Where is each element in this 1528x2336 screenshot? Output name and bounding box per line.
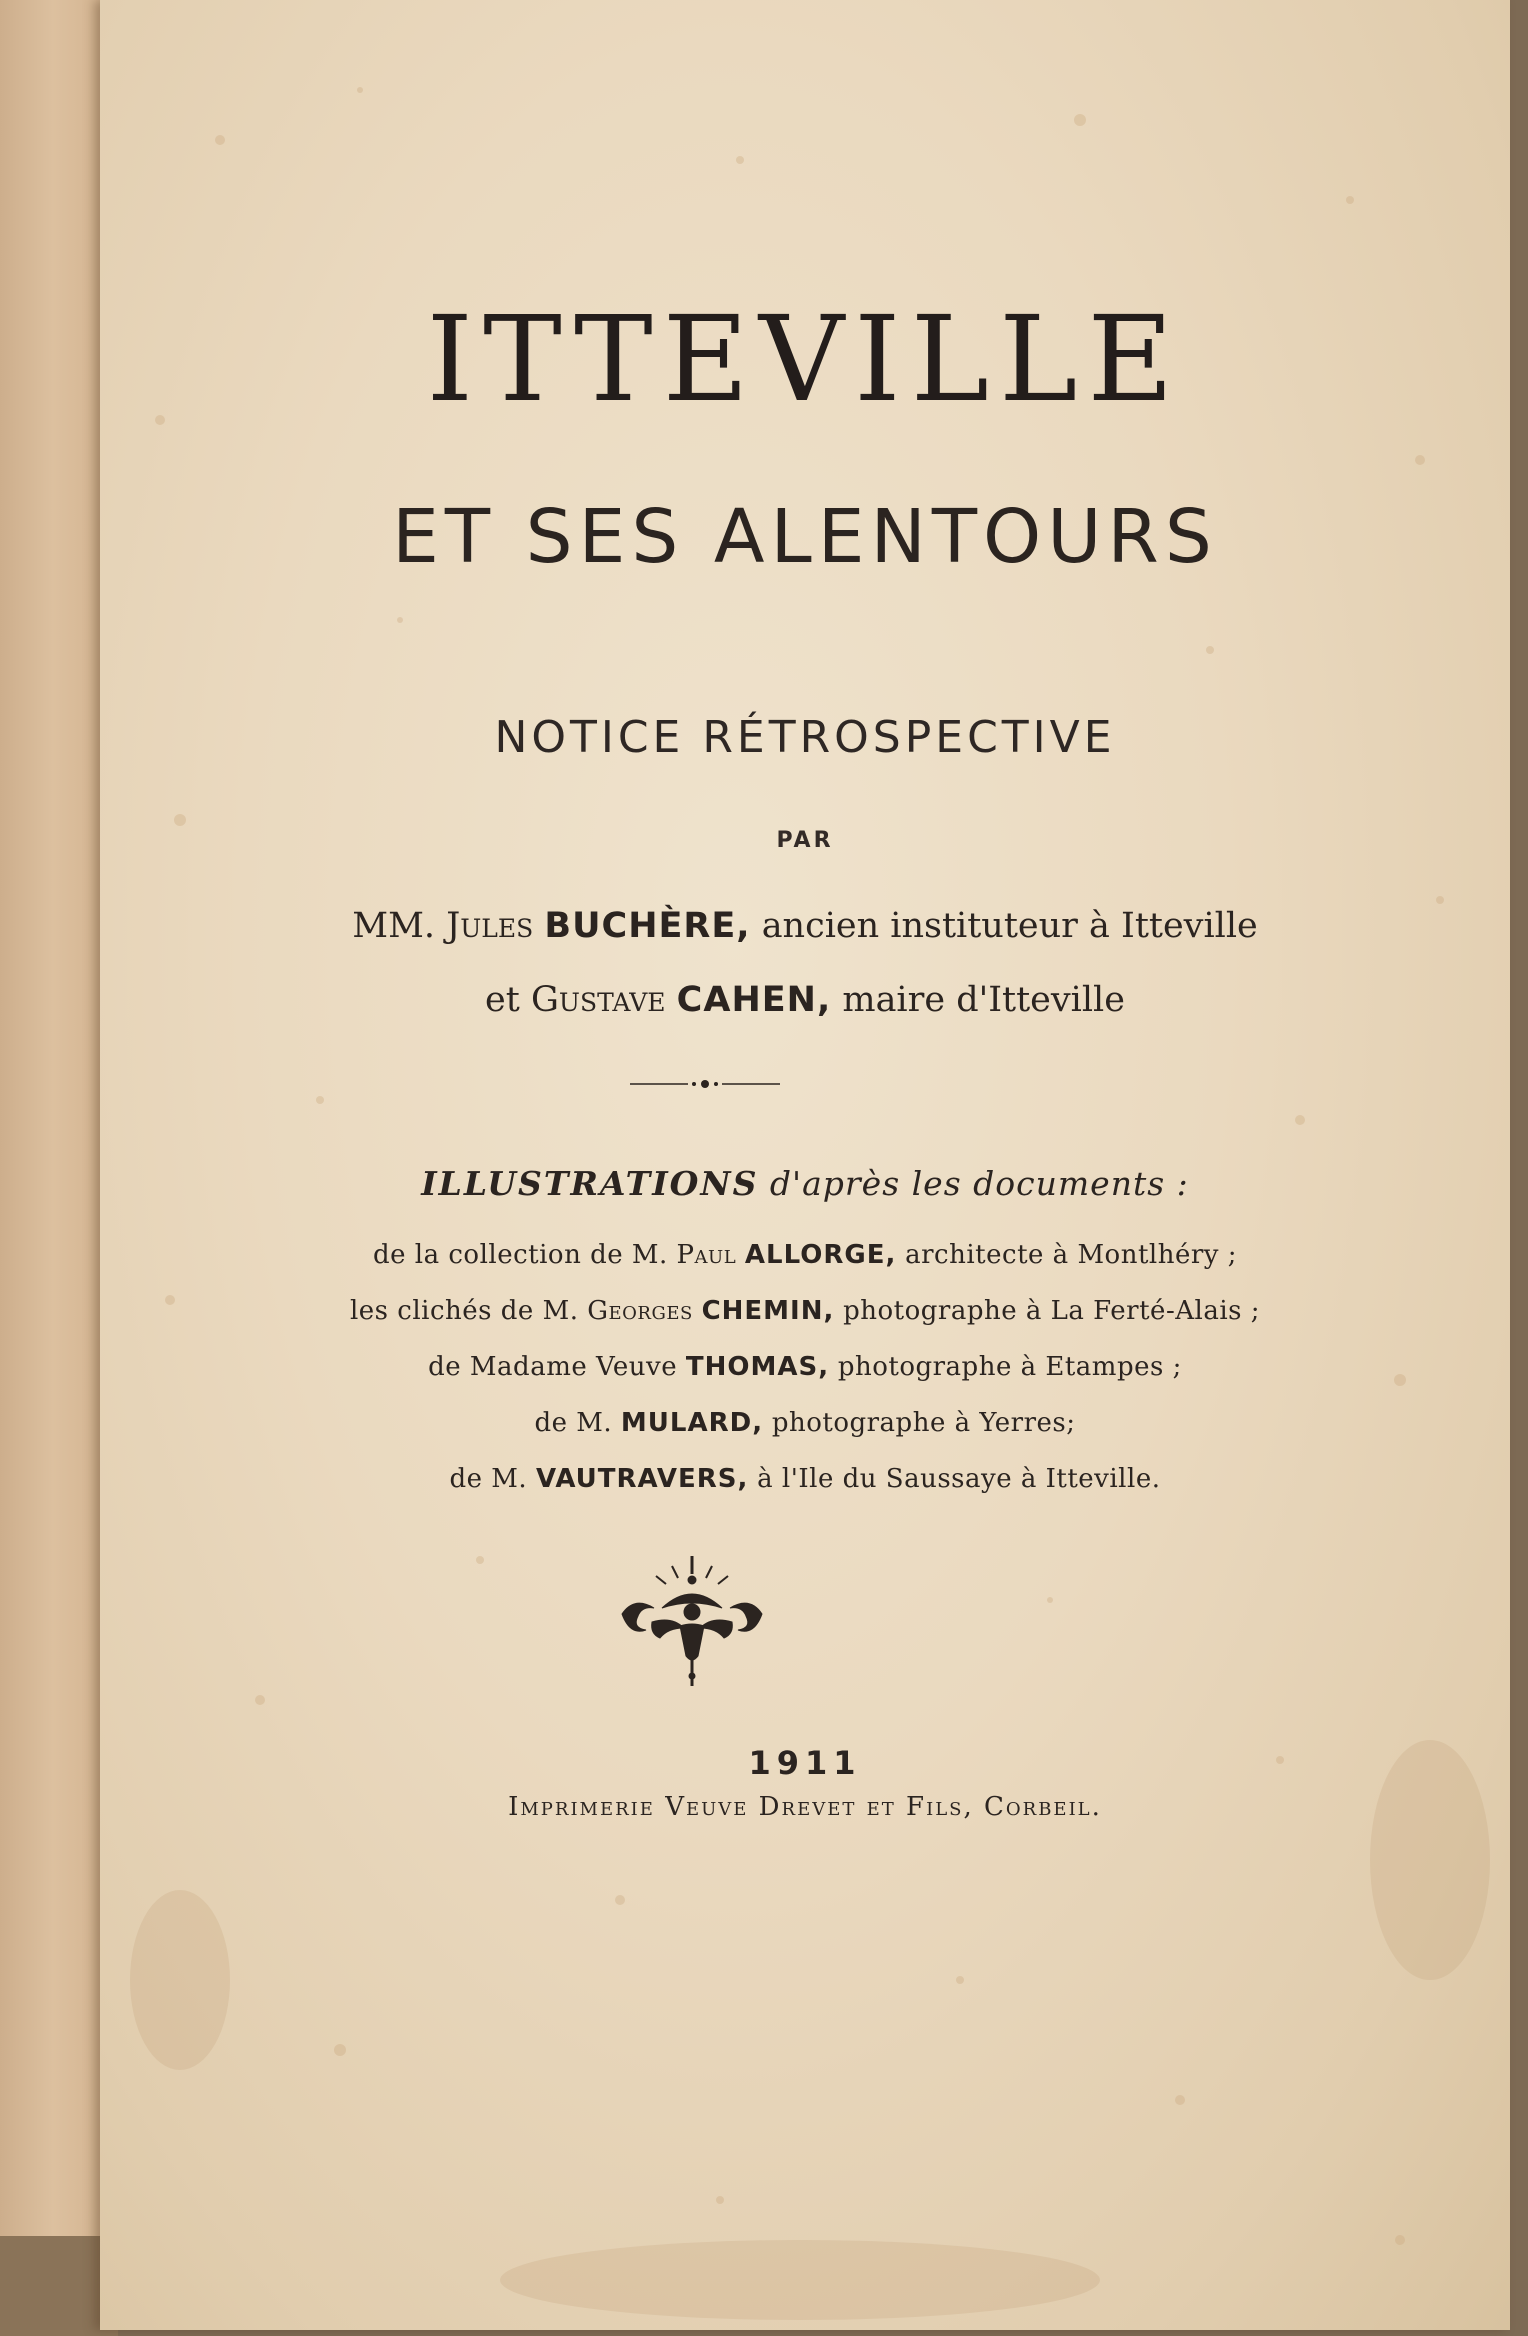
source-first-name: Georges (587, 1296, 693, 1326)
source-suffix: à l'Ile du Saussaye à Itteville. (757, 1464, 1161, 1494)
source-suffix: photographe à Etampes ; (837, 1352, 1182, 1382)
author-surname: CAHEN, (676, 980, 832, 1020)
author-prefix: MM. (352, 906, 436, 946)
source-surname: VAUTRAVERS, (535, 1464, 749, 1494)
illustrations-intro: d'après les documents : (769, 1164, 1189, 1203)
source-suffix: photographe à Yerres; (771, 1408, 1076, 1438)
source-line (100, 1408, 1510, 1438)
illustrations-label: ILLUSTRATIONS (421, 1164, 759, 1203)
notice-heading: NOTICE RÉTROSPECTIVE (494, 712, 1116, 763)
author-line-2 (100, 980, 1510, 1020)
ornamental-rule-icon (630, 1074, 780, 1094)
title-page (100, 0, 1510, 2330)
floral-fleuron-icon (612, 1552, 772, 1692)
author-first-name: Gustave (530, 980, 666, 1020)
source-prefix: de M. (534, 1408, 613, 1438)
illustrations-heading (100, 1164, 1510, 1203)
source-line (100, 1464, 1510, 1494)
source-prefix: les clichés de M. (349, 1296, 579, 1326)
publication-year: 1911 (748, 1744, 862, 1782)
source-line (100, 1352, 1510, 1382)
by-label: PAR (776, 828, 834, 853)
author-line-1 (100, 906, 1510, 946)
source-surname: CHEMIN, (701, 1296, 835, 1326)
book-title: ITTEVILLE (426, 290, 1184, 428)
book-subtitle: ET SES ALENTOURS (392, 494, 1218, 580)
source-prefix: de la collection de M. (372, 1240, 668, 1270)
source-line (100, 1296, 1510, 1326)
source-surname: ALLORGE, (744, 1240, 897, 1270)
author-role: ancien instituteur à Itteville (761, 906, 1258, 946)
printer-imprint: Imprimerie Veuve Drevet et Fils, Corbeil. (508, 1792, 1102, 1822)
source-surname: MULARD, (620, 1408, 764, 1438)
author-prefix: et (485, 980, 520, 1020)
author-surname: BUCHÈRE, (544, 906, 751, 946)
author-first-name: Jules (446, 906, 534, 946)
source-line (100, 1240, 1510, 1270)
source-prefix: de Madame Veuve (428, 1352, 678, 1382)
author-role: maire d'Itteville (842, 980, 1125, 1020)
source-suffix: architecte à Montlhéry ; (905, 1240, 1237, 1270)
source-prefix: de M. (449, 1464, 528, 1494)
source-suffix: photographe à La Ferté-Alais ; (843, 1296, 1261, 1326)
source-surname: THOMAS, (685, 1352, 830, 1382)
source-first-name: Paul (676, 1240, 737, 1270)
